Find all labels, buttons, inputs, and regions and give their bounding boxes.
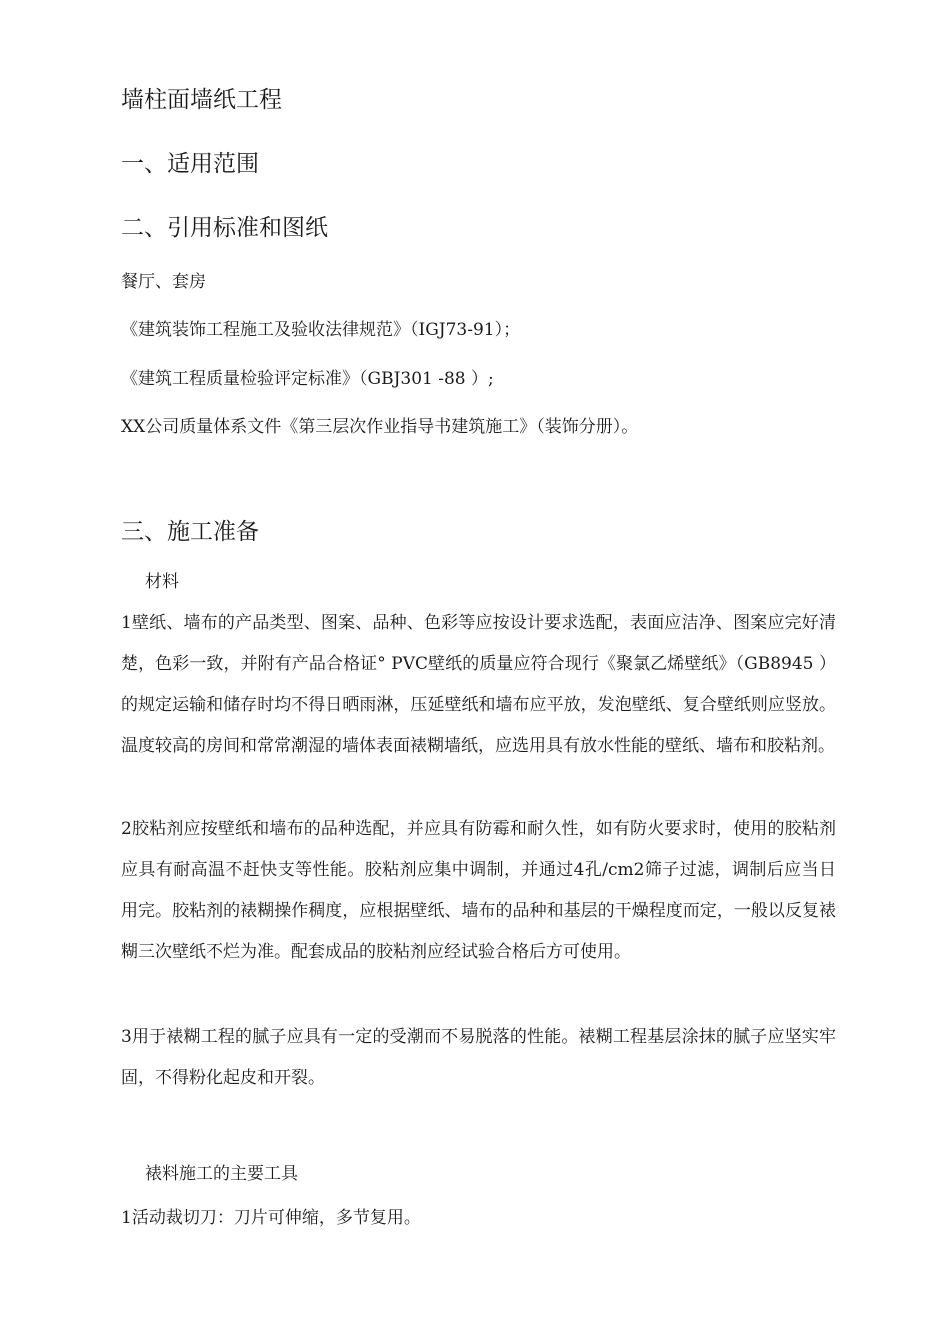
- section-heading-scope: 一、适用范围: [121, 151, 259, 177]
- tools-heading: 裱料施工的主要工具: [145, 1164, 298, 1184]
- materials-paragraph-2: 2胶粘剂应按壁纸和墙布的品种选配，并应具有防霉和耐久性，如有防火要求时，使用的胶粘剂应具有耐高温不赶快支等性能。胶粘剂应集中调制，并通过4孔/cm2筛子过滤，调制后应当日用完。胶粘剂的裱糊操作稠度，应根据壁纸、墙布的品种和基层的干燥程度而定，一般以反复裱糊三次壁纸不烂为准。配套成品的胶粘剂应经试验合格后方可使用。: [121, 819, 836, 962]
- section-heading-preparation: 三、施工准备: [121, 519, 259, 545]
- materials-paragraph-3: 3用于裱糊工程的腻子应具有一定的受潮而不易脱落的性能。裱糊工程基层涂抹的腻子应坚实牢固，不得粉化起皮和开裂。: [121, 1027, 836, 1088]
- scope-text: 餐厅、套房: [121, 272, 206, 292]
- reference-item-1: 《建筑装饰工程施工及验收法律规范》（IGJ73-91）；: [121, 320, 521, 340]
- document-title: 墙柱面墙纸工程: [121, 87, 282, 113]
- tool-item-1: 1活动裁切刀：刀片可伸缩，多节复用。: [121, 1208, 421, 1228]
- reference-item-2: 《建筑工程质量检验评定标准》（GBJ301 -88 ）;: [121, 369, 494, 389]
- materials-paragraph-1: 1壁纸、墙布的产品类型、图案、品种、色彩等应按设计要求选配，表面应洁净、图案应完好清楚，色彩一致，并附有产品合格证° PVC壁纸的质量应符合现行《聚氯乙烯壁纸》（GB8945 ）的规定运输和储存时均不得日晒雨淋，压延壁纸和墙布应平放，发泡壁纸、复合壁纸则应竖放。温度较高的房间和常常潮湿的墙体表面裱糊墙纸，应选用具有放水性能的壁纸、墙布和胶粘剂。: [121, 613, 836, 756]
- materials-heading: 材料: [145, 572, 179, 592]
- section-heading-standards: 二、引用标准和图纸: [121, 215, 328, 241]
- reference-item-3: XX公司质量体系文件《第三层次作业指导书建筑施工》（装饰分册）。: [121, 417, 639, 437]
